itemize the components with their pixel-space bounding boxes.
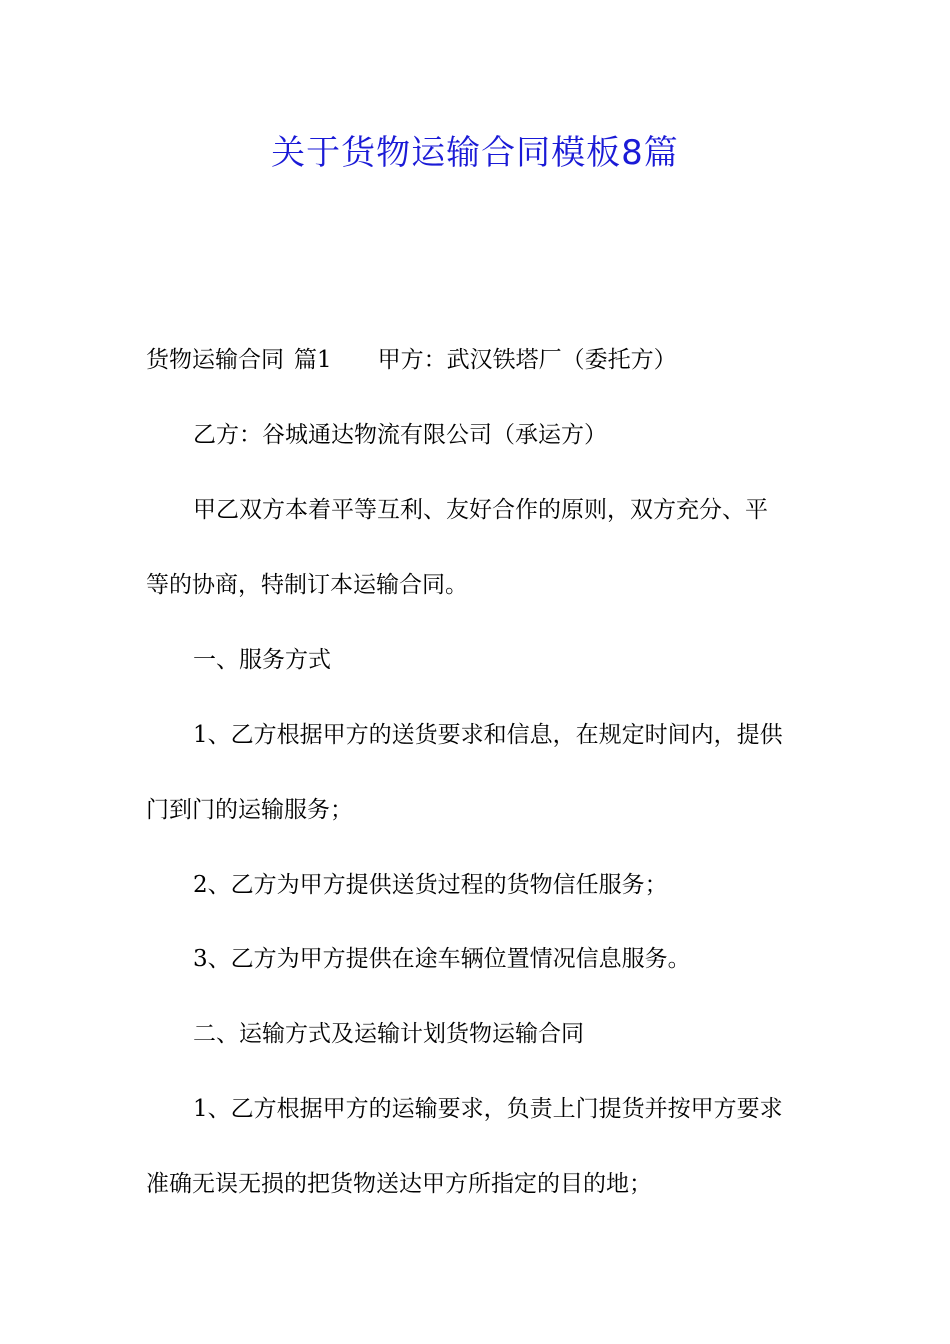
- party-a: 甲方：武汉铁塔厂（委托方）: [377, 347, 677, 373]
- paragraph-line: 等的协商，特制订本运输合同。: [146, 572, 468, 598]
- paragraph-line: 3、乙方为甲方提供在途车辆位置情况信息服务。: [193, 946, 691, 972]
- contract-name: 货物运输合同: [146, 347, 284, 373]
- paragraph-line: 1、乙方根据甲方的送货要求和信息，在规定时间内，提供: [193, 722, 783, 748]
- paragraph-line: 1、乙方根据甲方的运输要求，负责上门提货并按甲方要求: [193, 1096, 783, 1122]
- paragraph-line: 准确无误无损的把货物送达甲方所指定的目的地；: [146, 1171, 652, 1197]
- section-heading: 一、服务方式: [193, 647, 331, 673]
- section-label: 篇1: [294, 347, 332, 373]
- document-title: 关于货物运输合同模板8篇: [271, 133, 679, 173]
- party-b: 乙方：谷城通达物流有限公司（承运方）: [193, 422, 607, 448]
- header-line: [146, 343, 677, 377]
- paragraph-line: 2、乙方为甲方提供送货过程的货物信任服务；: [193, 872, 668, 898]
- paragraph-line: 甲乙双方本着平等互利、友好合作的原则，双方充分、平: [193, 497, 768, 523]
- section-heading: 二、运输方式及运输计划货物运输合同: [193, 1021, 584, 1047]
- paragraph-line: 门到门的运输服务；: [146, 797, 353, 823]
